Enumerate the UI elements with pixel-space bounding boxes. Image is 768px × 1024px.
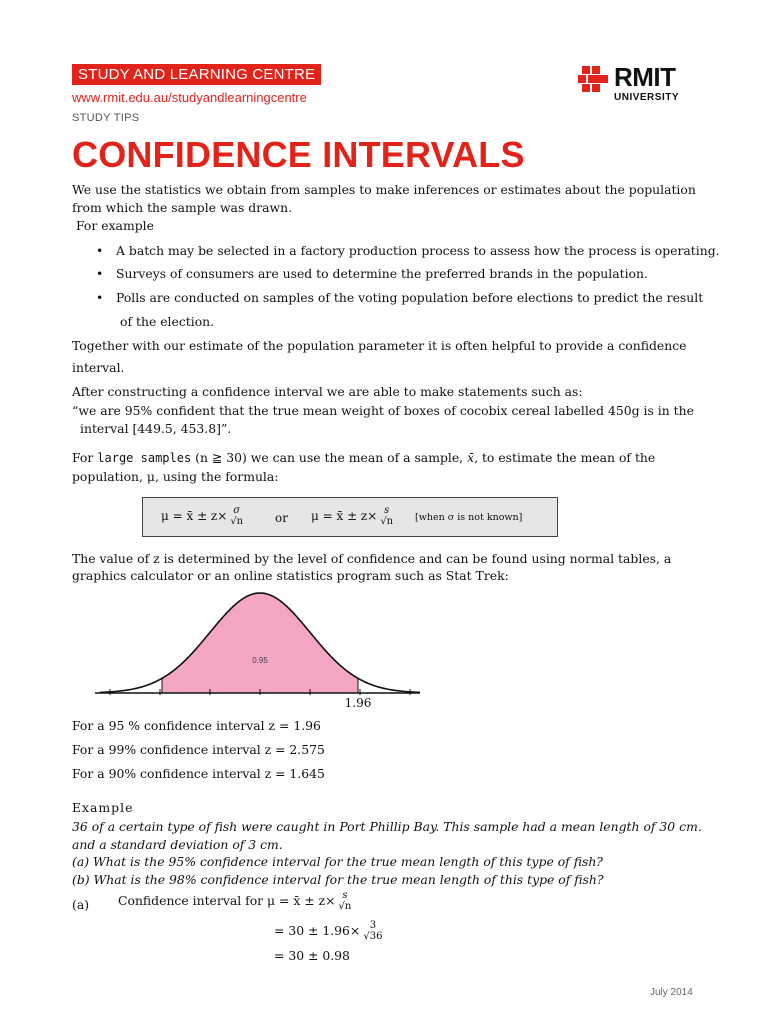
intro-line-2: from which the sample was drawn. [72, 200, 293, 215]
example-line-4: (b) What is the 98% confidence interval for the true mean length of this type of fish? [72, 872, 604, 887]
large-samples-line-2: population, μ, using the formula: [72, 469, 279, 484]
zvalue-line-2: graphics calculator or an online statistics program such as Stat Trek: [72, 568, 509, 583]
logo-subtitle: UNIVERSITY [614, 92, 680, 103]
conf-90: For a 90% confidence interval z = 1.645 [72, 766, 325, 781]
list-item: • Polls are conducted on samples of the voting population before elections to predict the result [96, 290, 704, 305]
centre-url-link[interactable]: www.rmit.edu.au/studyandlearningcentre [72, 90, 307, 105]
part-a-label: (a) [72, 897, 90, 912]
list-item: • Surveys of consumers are used to determine the preferred brands in the population. [96, 266, 648, 281]
conf-99: For a 99% confidence interval z = 2.575 [72, 742, 325, 757]
normal-distribution-chart [95, 585, 425, 710]
after-line-2: “we are 95% confident that the true mean weight of boxes of cocobix cereal labelled 450g is in the [72, 403, 694, 418]
formula-s: μ = x̄ ± z× s √n [311, 505, 394, 527]
formula-or: or [275, 511, 288, 525]
large-samples-line-1: For large samples (n ≧ 30) we can use the mean of a sample, x̄, to estimate the mean of the [72, 450, 656, 465]
ci-step-2: = 30 ± 0.98 [274, 948, 350, 963]
page-title: CONFIDENCE INTERVALS [72, 134, 525, 175]
shaded-area [162, 593, 358, 693]
zvalue-line-1: The value of z is determined by the level of confidence and can be found using normal tables, a [72, 551, 672, 566]
formula-sigma: μ = x̄ ± z× σ √n [161, 505, 244, 527]
example-line-2: and a standard deviation of 3 cm. [72, 837, 283, 852]
rmit-logo-icon [578, 66, 612, 92]
bullet-icon: • [96, 266, 104, 281]
large-samples-term: large samples [97, 451, 192, 465]
bullet-icon: • [96, 290, 104, 305]
after-line-3: interval [449.5, 453.8]”. [80, 421, 232, 436]
for-example-label: For example [76, 218, 154, 233]
study-centre-banner: STUDY AND LEARNING CENTRE [72, 64, 321, 85]
example-line-3: (a) What is the 95% confidence interval for the true mean length of this type of fish? [72, 854, 603, 869]
after-line-1: After constructing a confidence interval we are able to make statements such as: [72, 384, 583, 399]
conf-95: For a 95 % confidence interval z = 1.96 [72, 718, 321, 733]
footer-date: July 2014 [650, 987, 693, 998]
section-label: STUDY TIPS [72, 112, 140, 124]
ci-step-1: = 30 ± 1.96× 3 √36 [274, 920, 383, 942]
axis-ticks [110, 689, 410, 695]
ci-formula: Confidence interval for μ = x̄ ± z× s √n [118, 890, 352, 912]
formula-note: [when σ is not known] [415, 512, 523, 523]
together-line-2: interval. [72, 360, 125, 375]
logo-wordmark: RMIT [614, 62, 676, 92]
example-line-1: 36 of a certain type of fish were caught in Port Phillip Bay. This sample had a mean length of 30 cm. [72, 819, 702, 834]
list-item-continuation: of the election. [120, 314, 215, 329]
area-label: 0.95 [252, 656, 268, 665]
together-line-1: Together with our estimate of the population parameter it is often helpful to provide a confidence [72, 338, 687, 353]
list-item: • A batch may be selected in a factory production process to assess how the process is operating. [96, 243, 720, 258]
bullet-icon: • [96, 243, 104, 258]
intro-line-1: We use the statistics we obtain from samples to make inferences or estimates about the population [72, 182, 696, 197]
example-heading: Example [72, 800, 134, 815]
formula-box [142, 497, 558, 537]
tick-label: 1.96 [344, 696, 372, 710]
